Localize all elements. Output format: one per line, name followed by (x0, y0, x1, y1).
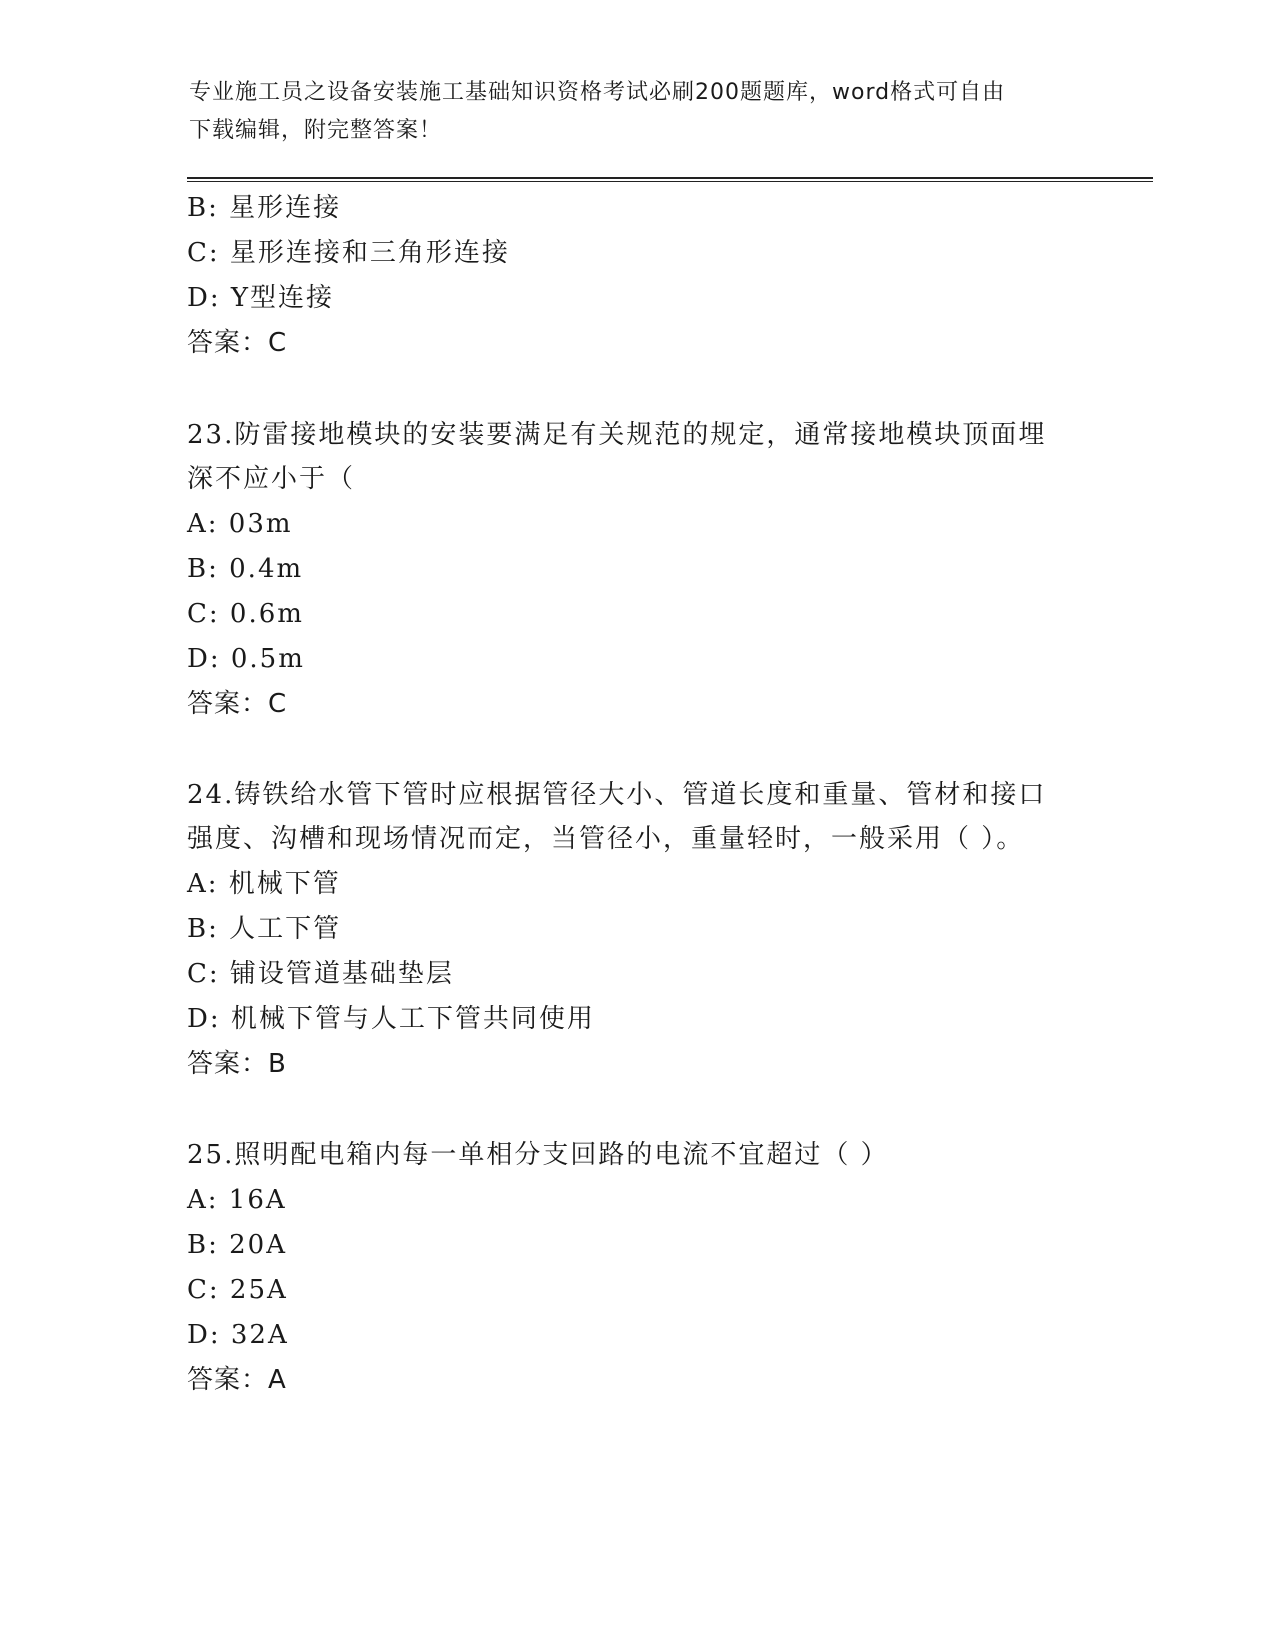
q25-option-a: A: 16A (187, 1185, 287, 1215)
q23-option-d: D: 0.5m (187, 644, 305, 674)
q24-option-d: D: 机械下管与人工下管共同使用 (187, 1004, 595, 1034)
document-header (189, 74, 1069, 150)
q25-option-b: B: 20A (187, 1230, 287, 1260)
q24-stem-line-2: 强度、沟槽和现场情况而定，当管径小，重量轻时，一般采用（ ）。 (187, 824, 1025, 854)
q25-option-c: C: 25A (187, 1275, 288, 1305)
q23-option-a: A: 03m (187, 509, 293, 539)
q23-stem-line-2: 深不应小于（ (187, 464, 356, 494)
q22-option-b: B: 星形连接 (187, 193, 342, 223)
q22-option-d: D: Y型连接 (187, 283, 335, 313)
q23-option-c: C: 0.6m (187, 599, 304, 629)
q23-stem-line-1: 23.防雷接地模块的安装要满足有关规范的规定，通常接地模块顶面埋 (187, 420, 1047, 450)
q25-option-d: D: 32A (187, 1320, 289, 1350)
q22-option-c: C: 星形连接和三角形连接 (187, 238, 510, 268)
q24-option-a: A: 机械下管 (187, 869, 341, 899)
q25-stem-line-1: 25.照明配电箱内每一单相分支回路的电流不宜超过（ ） (187, 1140, 889, 1170)
q23-answer: 答案：C (187, 689, 288, 719)
header-line-2: 下载编辑，附完整答案！ (189, 118, 443, 143)
q25-answer: 答案：A (187, 1365, 287, 1395)
q24-stem-line-1: 24.铸铁给水管下管时应根据管径大小、管道长度和重量、管材和接口 (187, 780, 1047, 810)
header-divider-thin (187, 181, 1153, 182)
q23-option-b: B: 0.4m (187, 554, 304, 584)
header-line-1: 专业施工员之设备安装施工基础知识资格考试必刷200题题库，word格式可自由 (189, 80, 1006, 105)
header-divider-thick (187, 177, 1153, 179)
q22-answer: 答案：C (187, 328, 288, 358)
q24-answer: 答案：B (187, 1049, 287, 1079)
q24-option-b: B: 人工下管 (187, 914, 342, 944)
q24-option-c: C: 铺设管道基础垫层 (187, 959, 454, 989)
